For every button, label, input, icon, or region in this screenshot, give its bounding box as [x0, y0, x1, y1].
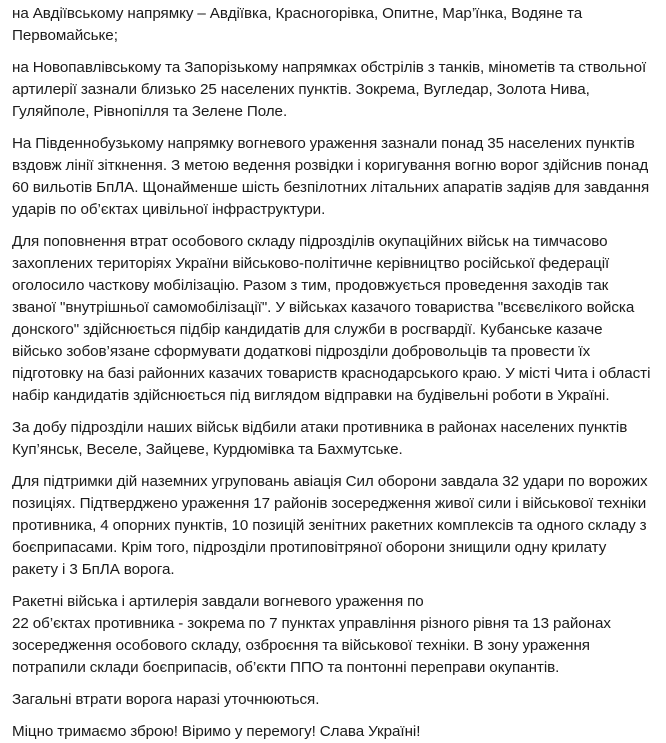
paragraph-enemy-losses: Загальні втрати ворога наразі уточнюються. [12, 691, 320, 708]
paragraph-aviation-strikes: Для підтримки дій наземних угруповань авіація Сил оборони завдала 32 удари по ворожих позиціях. Підтверджено ураження 17 районів зосередження живої сили і військової техніки противника, 4 опорних пунктів, 10 позицій зенітних ракетних комплексів та одного складу з боєприпасами. Крім того, підрозділи протиповітряної оборони знищили одну крилату ракету і 3 БпЛА ворога. [12, 473, 652, 578]
paragraph-mobilization: Для поповнення втрат особового складу підрозділів окупаційних військ на тимчасово захоплених територіях України військово-політичне керівництво російської федерації оголосило часткову мобілізацію. Разом з тим, продовжується проведення заходів так званої "внутрішньої самомобілізації". У військах казачого товариства "всєвєлікого войска донского" здійснюється підбір кандидатів для служби в росгвардії. Кубанське казаче військо зобов’язане сформувати додаткові підрозділи добровольців та провести їх підготовку на базі районних казачих товариств краснодарського краю. У місті Чита і області набір кандидатів здійснюється під виглядом відправки на будівельні роботи в Україні. [12, 233, 655, 404]
paragraph-missile-artillery-strikes: Ракетні війська і артилерія завдали вогневого ураження по 22 об’єктах противника - зокрема по 7 пунктах управління різного рівня та 13 районах зосередження особового складу, озброєння та військової техніки. В зону ураження потрапили склади боєприпасів, об’єкти ППО та понтонні переправи окупантів. [12, 593, 611, 676]
paragraph-novopavlivske-zaporizhzhia-direction: на Новопавлівському та Запорізькому напрямках обстрілів з танків, мінометів та ствольної артилерії зазнали близько 25 населених пунктів. Зокрема, Вугледар, Золота Нива, Гуляйполе, Рівнопілля та Зелене Поле. [12, 59, 651, 120]
paragraph-pivdennobuzkyi-direction: На Південнобузькому напрямку вогневого ураження зазнали понад 35 населених пунктів вздовж лінії зіткнення. З метою ведення розвідки і коригування вогню ворог здійснив понад 60 вильотів БпЛА. Щонайменше шість безпілотних літальних апаратів задіяв для завдання ударів по об’єктах цивільної інфраструктури. [12, 135, 654, 218]
paragraph-avdiivka-direction: на Авдіївському напрямку – Авдіївка, Красногорівка, Опитне, Мар’їнка, Водяне та Первомайське; [12, 5, 587, 44]
paragraph-repelled-attacks: За добу підрозділи наших військ відбили атаки противника в районах населених пунктів Куп’янськ, Веселе, Зайцеве, Курдюмівка та Бахмутське. [12, 419, 632, 458]
paragraph-closing-slogan: Міцно тримаємо зброю! Віримо у перемогу! Слава Україні! [12, 723, 421, 740]
